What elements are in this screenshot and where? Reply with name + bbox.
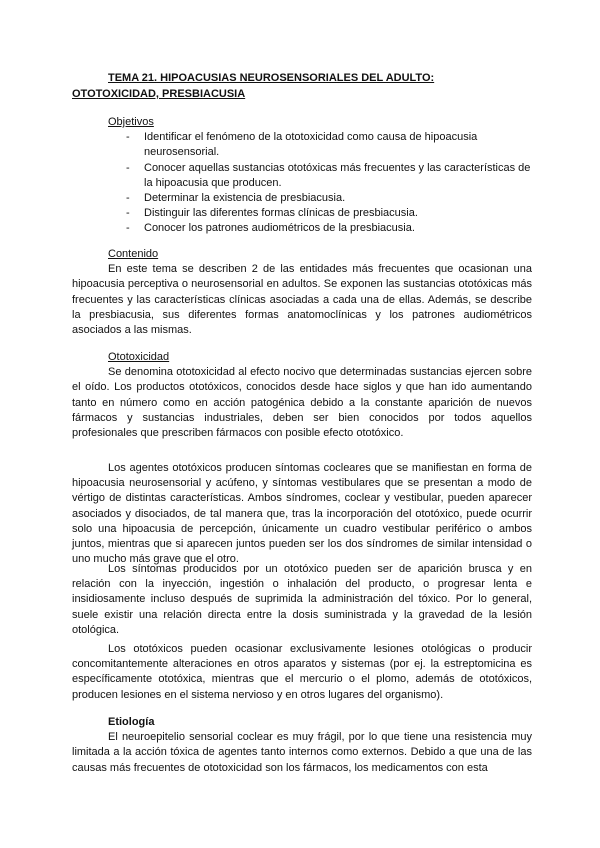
- objetivos-section: [72, 115, 532, 237]
- ototoxicidad-paragraph-4: Los ototóxicos pueden ocasionar exclusivamente lesiones otológicas o producir concomitantemente alteraciones en otros aparatos y sistemas (por ej. la estreptomicina es específicamente ototóxica, mientras que el mercurio o el plomo, además de ototóxicos, producen lesiones en el sistema nervioso y en otros lugares del organismo).: [72, 643, 532, 701]
- document-title: [72, 70, 542, 102]
- list-item: - Determinar la existencia de presbiacusia.: [126, 192, 346, 205]
- etiologia-paragraph: El neuroepitelio sensorial coclear es muy frágil, por lo que tiene una resistencia muy limitada a la acción tóxica de agentes tanto internos como externos. Debido a que una de las causas más frecuentes de ototoxicidad son los fármacos, los medicamentos con esta: [72, 731, 532, 774]
- list-item: - Identificar el fenómeno de la ototoxicidad como causa de hipoacusia neurosensorial.: [126, 131, 478, 159]
- ototoxicidad-heading: Ototoxicidad: [108, 351, 170, 363]
- etiologia-heading: Etiología: [108, 716, 155, 728]
- objetivos-heading: Objetivos: [108, 116, 154, 128]
- contenido-section: [72, 247, 532, 338]
- ototoxicidad-section: [72, 350, 532, 441]
- title-line-1: TEMA 21. HIPOACUSIAS NEUROSENSORIALES DEL ADULTO:: [108, 72, 435, 84]
- etiologia-section: [72, 715, 532, 776]
- objetivos-list: [72, 130, 532, 236]
- list-item: - Conocer aquellas sustancias ototóxicas más frecuentes y las características de la hipoacusia que producen.: [126, 161, 531, 189]
- ototoxicidad-paragraph-3-block: [72, 562, 532, 638]
- ototoxicidad-paragraph-2-block: [72, 461, 532, 567]
- list-item: - Conocer los patrones audiométricos de la presbiacusia.: [126, 222, 415, 235]
- title-line-2: OTOTOXICIDAD, PRESBIACUSIA: [72, 88, 246, 100]
- contenido-paragraph: En este tema se describen 2 de las entidades más frecuentes que ocasionan una hipoacusia perceptiva o neurosensorial en adultos. Se exponen las sustancias ototóxicas más frecuentes y las características clínicas asociadas a cada una de ellas. Además, se describe la presbiacusia, sus diferentes formas anatomoclínicas y los patrones audiométricos asociados a las mismas.: [72, 263, 532, 337]
- ototoxicidad-paragraph-3: Los síntomas producidos por un ototóxico pueden ser de aparición brusca y en relación con la inyección, ingestión o inhalación del producto, o progresar lenta e insidiosamente incluso después de suprimida la administración del tóxico. Por lo general, suele existir una relación directa entre la dosis suministrada y la gravedad de la lesión otológica.: [72, 563, 532, 636]
- ototoxicidad-paragraph-1: Se denomina ototoxicidad al efecto nocivo que determinadas sustancias ejercen sobre el oído. Los productos ototóxicos, conocidos desde hace siglos y que han ido aumentando tanto en número como en acción patogénica debido a la constante aparición de nuevos fármacos y sustancias industriales, deben ser bien conocidos por todos aquellos profesionales que prescriben fármacos con posible efecto ototóxico.: [72, 366, 532, 440]
- ototoxicidad-paragraph-2: Los agentes ototóxicos producen síntomas cocleares que se manifiestan en forma de hipoacusia neurosensorial y acúfeno, y síntomas vestibulares que se presentan a modo de vértigo de distintas características. Ambos síndromes, coclear y vestibular, pueden aparecer asociados y disociados, de tal manera que, tras la incorporación del ototóxico, puede ocurrir solo una hipoacusia de percepción, únicamente un cuadro vestibular periférico o ambos juntos, mientras que si aparecen juntos pueden ser los dos síndromes de similar intensidad o uno mucho más grave que el otro.: [72, 462, 532, 566]
- contenido-heading: Contenido: [108, 248, 159, 260]
- list-item: - Distinguir las diferentes formas clínicas de presbiacusia.: [126, 207, 418, 220]
- ototoxicidad-paragraph-4-block: [72, 642, 532, 703]
